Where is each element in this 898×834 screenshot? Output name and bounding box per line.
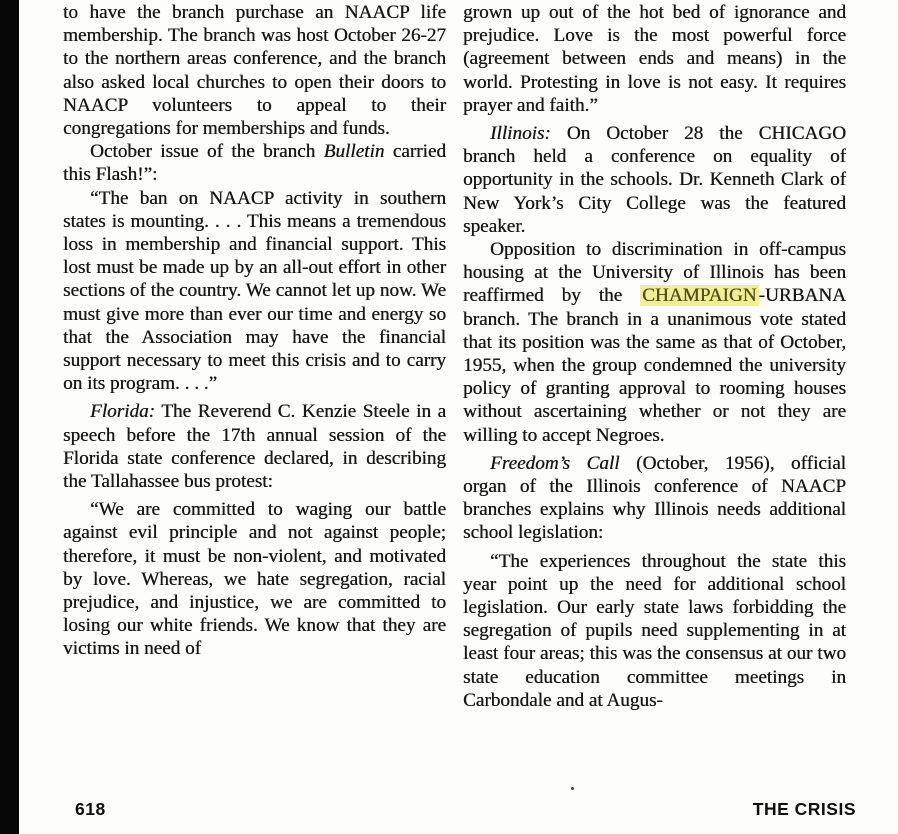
magazine-title: THE CRISIS	[752, 799, 856, 819]
paragraph	[463, 452, 846, 545]
body-text: “The experiences throughout the state this year point up the need for additional school legislation. Our early state laws forbidding the segregation of pupils need supplementing in at least four areas; this was the consensus at our two state education committee meetings in Carbondale and at Augus-	[463, 550, 846, 711]
page-footer	[75, 799, 856, 820]
paragraph	[63, 1, 446, 140]
paragraph	[63, 400, 446, 493]
paragraph	[463, 122, 846, 238]
paragraph	[463, 1, 846, 117]
body-text: October issue of the branch	[90, 141, 324, 163]
left-column	[63, 1, 446, 793]
italic-lead: Illinois:	[490, 123, 551, 145]
body-text: Opposition to discrimination in off-campus housing at the University of Illinois has been reaffirmed by the	[463, 239, 846, 307]
search-highlight: CHAMPAIGN	[642, 285, 757, 307]
body-text: carried this Flash!”:	[63, 141, 446, 186]
page-number: 618	[75, 799, 106, 819]
body-text: The Reverend C. Kenzie Steele in a speech before the 17th annual session of the Florida state conference declared, in describing the Tallahassee bus protest:	[63, 401, 446, 493]
italic-lead: Bulletin	[323, 141, 385, 163]
paragraph	[63, 498, 446, 660]
italic-lead: Florida:	[90, 401, 156, 423]
body-text: to have the branch purchase an NAACP life membership. The branch was host October 26-27 to the northern areas conference, and the branch also asked local churches to open their doors to NAACP volunteers to appeal to their congregations for memberships and funds.	[63, 2, 446, 140]
paragraph	[463, 238, 846, 447]
body-text: On October 28 the CHICAGO branch held a conference on equality of opportunity in the schools. Dr. Kenneth Clark of New York’s City College was the featured speaker.	[463, 123, 846, 237]
body-text: grown up out of the hot bed of ignorance and prejudice. Love is the most powerful force (agreement between ends and means) in the world. Protesting in love is not easy. It requires prayer and faith.”	[463, 2, 846, 116]
body-text: -URBANA branch. The branch in a unanimous vote stated that its position was the same as that of October, 1955, when the group condemned the university policy of granting approval to rooming houses without ascertaining whether or not they are willing to accept Negroes.	[463, 285, 846, 446]
body-text: “The ban on NAACP activity in southern states is mounting. . . . This means a tremendous loss in membership and financial support. This lost must be made up by an all-out effort in other sections of the country. We cannot let up now. We must give more than ever our time and energy so that the Association may have the financial support necessary to meet this crisis and to carry on its program. . . .”	[63, 187, 446, 395]
paragraph	[463, 550, 846, 712]
text-columns	[63, 1, 846, 793]
body-text: “We are committed to waging our battle against evil principle and not against people; therefore, it must be non-violent, and motivated by love. Whereas, we hate segregation, racial prejudice, and injustice, we are committed to losing our white friends. We know that they are victims in need of	[63, 499, 446, 660]
scan-speck	[571, 787, 574, 790]
paragraph	[63, 140, 446, 186]
scan-edge-artifact	[0, 0, 19, 834]
body-text: (October, 1956), official organ of the Illinois conference of NAACP branches explains why Illinois needs additional school legislation:	[463, 452, 846, 544]
italic-lead: Freedom’s Call	[490, 452, 620, 474]
right-column	[463, 1, 846, 793]
paragraph	[63, 187, 446, 396]
